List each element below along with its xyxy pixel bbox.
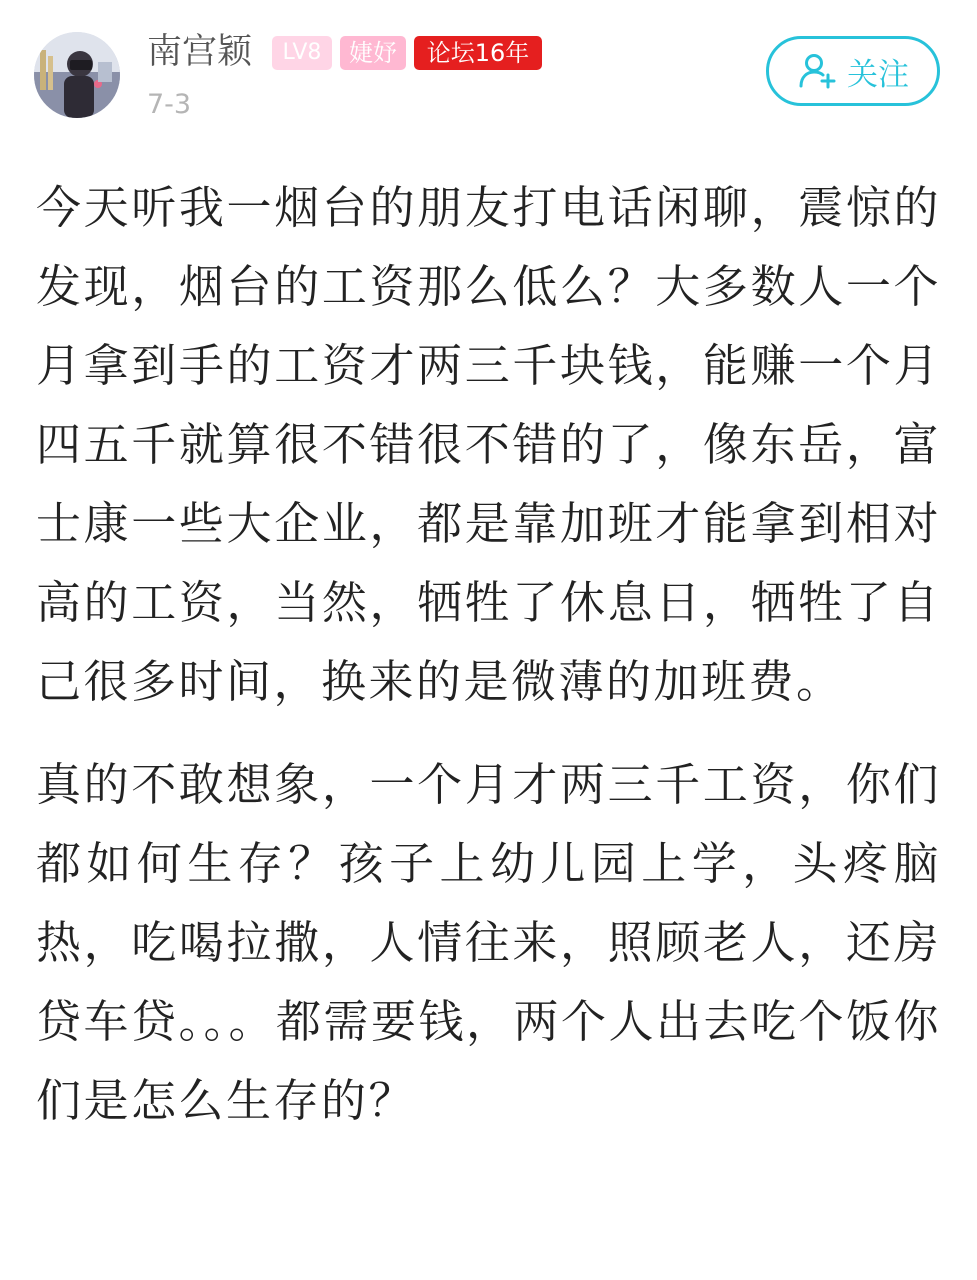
follow-label: 关注 (847, 56, 909, 93)
title-badge: 婕妤 (340, 36, 406, 70)
user-name[interactable]: 南宫颖 (147, 32, 253, 72)
avatar[interactable] (34, 32, 120, 118)
post-header (0, 0, 977, 140)
post-content (36, 168, 941, 1140)
post-paragraph: 真的不敢想象，一个月才两三千工资，你们都如何生存？孩子上幼儿园上学，头疼脑热，吃喝拉撒，人情往来，照顾老人，还房贷车贷。。。都需要钱，两个人出去吃个饭你们是怎么生存的？ (36, 758, 942, 1127)
post-paragraph: 今天听我一烟台的朋友打电话闲聊，震惊的发现，烟台的工资那么低么？大多数人一个月拿到手的工资才两三千块钱，能赚一个月四五千就算很不错很不错的了，像东岳，富士康一些大企业，都是靠加班才能拿到相对高的工资，当然，牺牲了休息日，牺牲了自己很多时间，换来的是微薄的加班费。 (36, 181, 941, 708)
forum-age-badge: 论坛16年 (414, 36, 542, 70)
follow-button[interactable] (766, 36, 940, 106)
add-user-icon (797, 51, 837, 91)
post-date: 7-3 (147, 89, 192, 120)
level-badge: LV8 (272, 36, 332, 70)
avatar-image (34, 32, 120, 118)
